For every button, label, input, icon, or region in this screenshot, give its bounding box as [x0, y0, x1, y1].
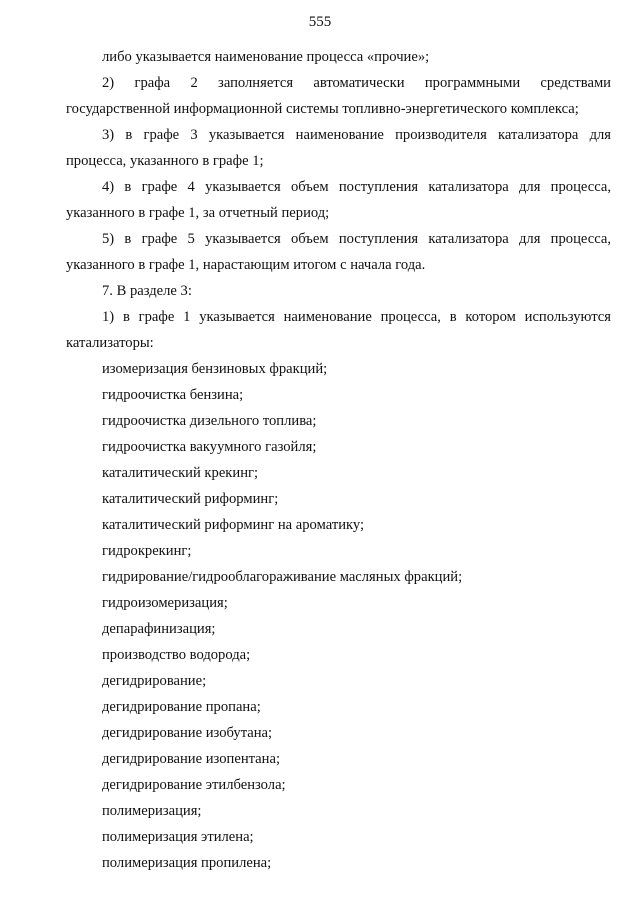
document-body — [66, 44, 611, 876]
page-number: 555 — [308, 14, 332, 30]
process-list-item: дегидрирование; — [102, 673, 207, 689]
paragraph-section-3-item-1: 1) в графе 1 указывается наименование процесса, в котором используются катализаторы: — [66, 309, 611, 351]
process-list-item: депарафинизация; — [102, 621, 216, 637]
paragraph-item-3: 3) в графе 3 указывается наименование производителя катализатора для процесса, указанного в графе 1; — [66, 127, 611, 169]
paragraph-continuation: либо указывается наименование процесса «прочие»; — [102, 49, 430, 65]
process-list-item: полимеризация; — [102, 803, 202, 819]
process-list-item: дегидрирование изопентана; — [102, 751, 281, 767]
process-list-item: каталитический риформинг; — [102, 491, 279, 507]
process-list-item: дегидрирование этилбензола; — [102, 777, 286, 793]
process-list-item: дегидрирование пропана; — [102, 699, 261, 715]
paragraph-item-4: 4) в графе 4 указывается объем поступления катализатора для процесса, указанного в графе 1, за отчетный период; — [66, 179, 611, 221]
process-list-item: гидроочистка дизельного топлива; — [102, 413, 317, 429]
section-heading: 7. В разделе 3: — [102, 283, 192, 299]
process-list-item: полимеризация этилена; — [102, 829, 254, 845]
process-list-item: гидрокрекинг; — [102, 543, 192, 559]
paragraph-item-2: 2) графа 2 заполняется автоматически программными средствами государственной информационной системы топливно-энергетического комплекса; — [66, 75, 611, 117]
paragraph-item-5: 5) в графе 5 указывается объем поступления катализатора для процесса, указанного в графе 1, нарастающим итогом с начала года. — [66, 231, 611, 273]
process-list-item: каталитический риформинг на ароматику; — [102, 517, 365, 533]
process-list-item: гидроочистка вакуумного газойля; — [102, 439, 317, 455]
process-list-item: полимеризация пропилена; — [102, 855, 272, 871]
process-list-item: изомеризация бензиновых фракций; — [102, 361, 328, 377]
process-list-item: гидрирование/гидрооблагораживание масляных фракций; — [102, 569, 463, 585]
process-list-item: производство водорода; — [102, 647, 251, 663]
process-list-item: гидроизомеризация; — [102, 595, 228, 611]
process-list-item: гидроочистка бензина; — [102, 387, 244, 403]
process-list-item: дегидрирование изобутана; — [102, 725, 273, 741]
process-list-item: каталитический крекинг; — [102, 465, 259, 481]
